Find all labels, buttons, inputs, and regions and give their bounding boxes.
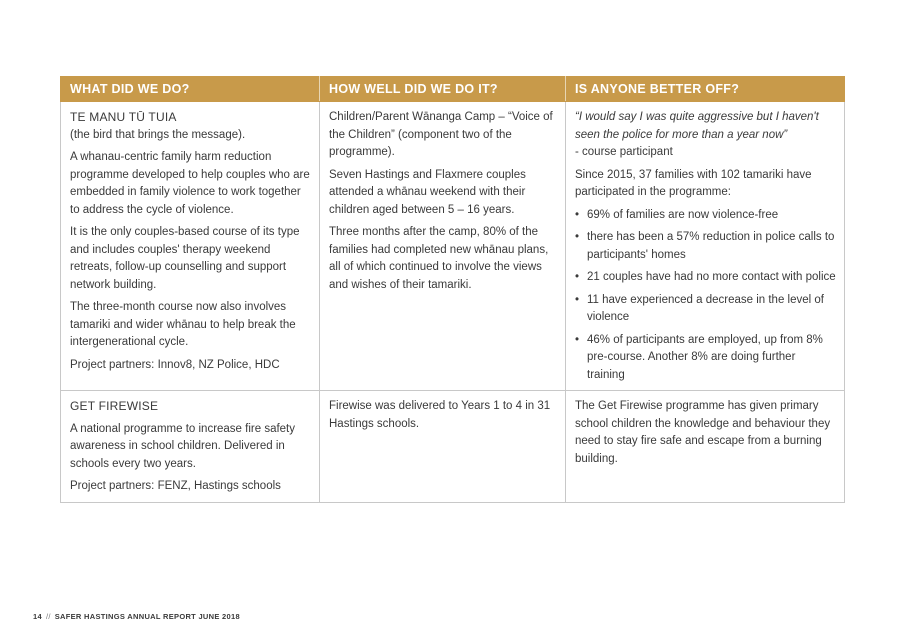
- list-item: • there has been a 57% reduction in police calls to participants' homes: [575, 231, 835, 261]
- list-item: • 46% of participants are employed, up from 8% pre-course. Another 8% are doing further training: [575, 333, 823, 381]
- bullet-icon: •: [575, 293, 580, 306]
- page-footer: [33, 612, 240, 621]
- list-item: • 11 have experienced a decrease in the level of violence: [575, 293, 824, 323]
- paragraph: A national programme to increase fire safety awareness in school children. Delivered in schools every two years.: [70, 422, 296, 470]
- bullet-icon: •: [575, 333, 580, 346]
- paragraph: Firewise was delivered to Years 1 to 4 in 31 Hastings schools.: [329, 400, 551, 430]
- cell-better: [566, 102, 845, 391]
- cell-how: [320, 102, 566, 391]
- header-how: HOW WELL DID WE DO IT?: [320, 77, 566, 102]
- paragraph: Seven Hastings and Flaxmere couples attended a whānau weekend with their children aged between 5 – 16 years.: [329, 168, 526, 216]
- table-row: [61, 391, 845, 503]
- report-table: [60, 76, 845, 503]
- outcomes-intro: Since 2015, 37 families with 102 tamariki have participated in the programme:: [575, 168, 812, 198]
- paragraph: Children/Parent Wānanga Camp – “Voice of the Children” (component two of the programme).: [329, 111, 553, 158]
- bullet-icon: •: [575, 231, 580, 243]
- report-title: SAFER HASTINGS ANNUAL REPORT JUNE 2018: [54, 612, 240, 621]
- programme-subtitle: (the bird that brings the message).: [70, 128, 246, 141]
- paragraph: It is the only couples-based course of its type and includes couples' therapy weekend retreats, follow-up counselling and support network building.: [70, 226, 300, 291]
- paragraph: A whanau-centric family harm reduction programme developed to help couples who are embedded in family violence to work together to address the cycle of violence.: [70, 151, 310, 216]
- page-number: 14: [33, 612, 42, 621]
- bullet-icon: •: [575, 208, 580, 221]
- cell-how: [320, 391, 566, 503]
- header-what: WHAT DID WE DO?: [61, 77, 320, 102]
- header-better: IS ANYONE BETTER OFF?: [566, 77, 845, 102]
- bullet-icon: •: [575, 271, 580, 283]
- project-partners: Project partners: FENZ, Hastings schools: [70, 480, 281, 492]
- cell-what: [61, 391, 320, 503]
- programme-title: GET FIREWISE: [70, 399, 159, 413]
- project-partners: Project partners: Innov8, NZ Police, HDC: [70, 358, 280, 371]
- footer-separator: //: [45, 612, 51, 621]
- cell-better: [566, 391, 845, 503]
- cell-what: [61, 102, 320, 391]
- quote-attribution: - course participant: [575, 146, 673, 158]
- participant-quote: “I would say I was quite aggressive but I haven't seen the police for more than a year now”: [575, 111, 819, 141]
- paragraph: The Get Firewise programme has given primary school children the knowledge and behaviour they need to stay fire safe and escape from a burning building.: [575, 400, 831, 465]
- list-item: • 21 couples have had no more contact with police: [575, 269, 836, 287]
- paragraph: The three-month course now also involves tamariki and wider whānau to help break the intergenerational cycle.: [70, 301, 296, 348]
- paragraph: Three months after the camp, 80% of the families had completed new whānau plans, all of which continued to involve the views and wishes of their tamariki.: [329, 226, 549, 291]
- table-header-row: [61, 77, 845, 102]
- table-row: [61, 102, 845, 391]
- list-item: • 69% of families are now violence-free: [575, 207, 836, 225]
- programme-title: TE MANU TŪ TUIA: [70, 110, 177, 124]
- outcomes-list: [575, 207, 836, 385]
